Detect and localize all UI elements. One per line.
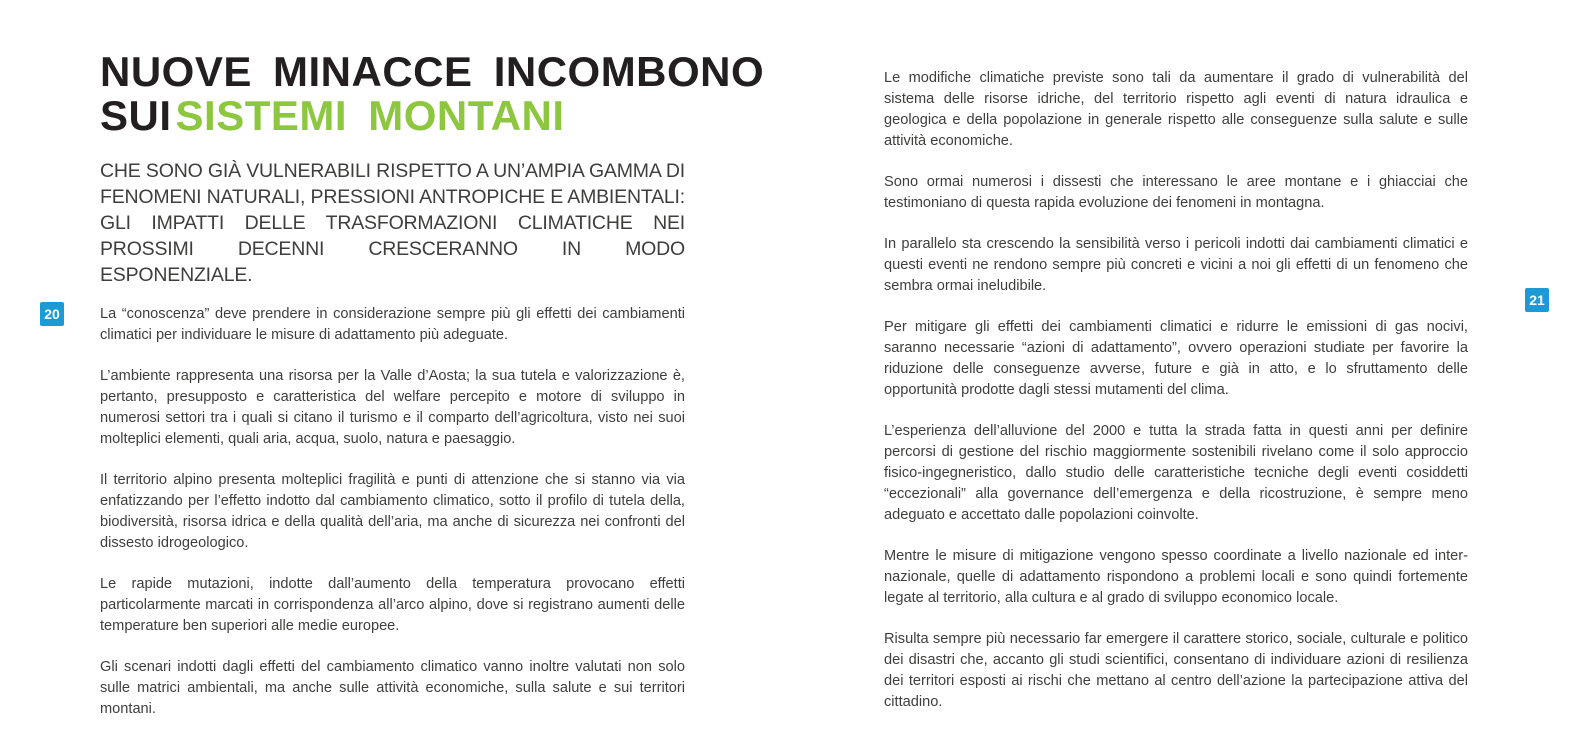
- body-paragraph: Gli scenari indotti dagli effetti del cambiamento climatico vanno inoltre valutati non solo sulle matrici ambientali, ma anche sulle attività economiche, sulla salute e sui territori montani.: [100, 659, 685, 717]
- body-paragraph: In parallelo sta crescendo la sensibilità verso i pericoli indotti dai cambiamenti climatici e questi eventi ne rendono sempre più concreti e vicini a noi gli effetti di un fenomeno che sembra ormai ineludibile.: [884, 236, 1468, 294]
- body-paragraph: Il territorio alpino presenta molteplici fragilità e punti di attenzione che si stanno via via enfatizzando per l’effetto indotto dal cambiamento climatico, sotto il profilo di tutela della, biodiversità, risorsa idrica e della qualità dell’aria, ma anche di sicurezza nei confronti del dissesto idrogeologico.: [100, 472, 685, 551]
- page-title-line1: NUOVE MINACCE INCOMBONO: [100, 48, 765, 95]
- body-paragraph: Le modifiche climatiche previste sono tali da aumentare il grado di vulnerabilità del sistema delle risorse idriche, del territorio rispetto agli eventi di natura idraulica e geologica e della popolazione in generale rispetto alle conseguenze sulla salute e sulle attività economiche.: [884, 70, 1468, 149]
- page-title-line2-black: SUI: [100, 92, 172, 139]
- body-paragraph: Sono ormai numerosi i dissesti che interessano le aree montane e i ghiacciai che testimoniano di questa rapida evoluzione dei fenomeni in montagna.: [884, 174, 1468, 211]
- body-paragraph: La “conoscenza” deve prendere in considerazione sempre più gli effetti dei cambiamenti climatici per individuare le misure di adattamento più adeguate.: [100, 306, 685, 343]
- body-paragraph: L’esperienza dell’alluvione del 2000 e tutta la strada fatta in questi anni per definire percorsi di gestione del rischio maggiormente sostenibili rivelano come il solo approccio fisico-ingegneristico, dallo studio delle caratteristiche tecniche degli eventi cosiddetti “eccezionali” alla governance dell’emergenza e della ricostruzione, è sempre meno adeguato e accettato dalle popolazioni coinvolte.: [884, 423, 1468, 523]
- body-paragraph: Le rapide mutazioni, indotte dall’aumento della temperatura provocano effetti particolarmente marcati in corrispondenza all’arco alpino, dove si registrano aumenti delle temperature ben superiori alle medie europee.: [100, 576, 685, 634]
- body-paragraph: L’ambiente rappresenta una risorsa per la Valle d’Aosta; la sua tutela e valorizzazione è, pertanto, presupposto e caratteristica del welfare percepito e motore di sviluppo in numerosi settori tra i quali si citano il turismo e il comparto dell’agricoltura, visto nei suoi molteplici elementi, quali aria, acqua, suolo, natura e paesaggio.: [100, 368, 685, 447]
- body-paragraph: Mentre le misure di mitigazione vengono spesso coordinate a livello nazionale ed inter-nazionale, quelle di adattamento rispondono a problemi locali e sono quindi fortemente legate al territorio, alla cultura e al grado di sviluppo economico locale.: [884, 548, 1468, 606]
- page-number-badge-left: 20: [40, 302, 64, 326]
- page-title: [100, 48, 765, 139]
- page-subtitle: CHE SONO GIÀ VULNERABILI RISPETTO A UN’AMPIA GAMMA DI FENOMENI NATURALI, PRESSIONI ANTROPICHE E AMBIENTALI: GLI IMPATTI DELLE TRASFORMAZIONI CLIMATICHE NEI PROSSIMI DECENNI CRESCERANNO IN MODO ESPONENZIALE.: [100, 160, 685, 286]
- page-title-line2-green: SISTEMI MONTANI: [175, 92, 565, 139]
- page-number-badge-right: 21: [1525, 288, 1549, 312]
- left-page-column: [100, 48, 765, 740]
- body-paragraph: Risulta sempre più necessario far emergere il carattere storico, sociale, culturale e politico dei disastri che, accanto gli studi scientifici, consentano di individuare azioni di resilienza dei territori esposti ai rischi che mettano al centro dell’azione la partecipazione attiva del cittadino.: [884, 631, 1468, 710]
- right-page-column: [884, 68, 1468, 733]
- body-paragraph: Per mitigare gli effetti dei cambiamenti climatici e ridurre le emissioni di gas nocivi, saranno necessarie “azioni di adattamento”, ovvero operazioni studiate per favorire la riduzione delle conseguenze avverse, future e già in atto, e lo sfruttamento delle opportunità prodotte dagli stessi mutamenti del clima.: [884, 319, 1468, 398]
